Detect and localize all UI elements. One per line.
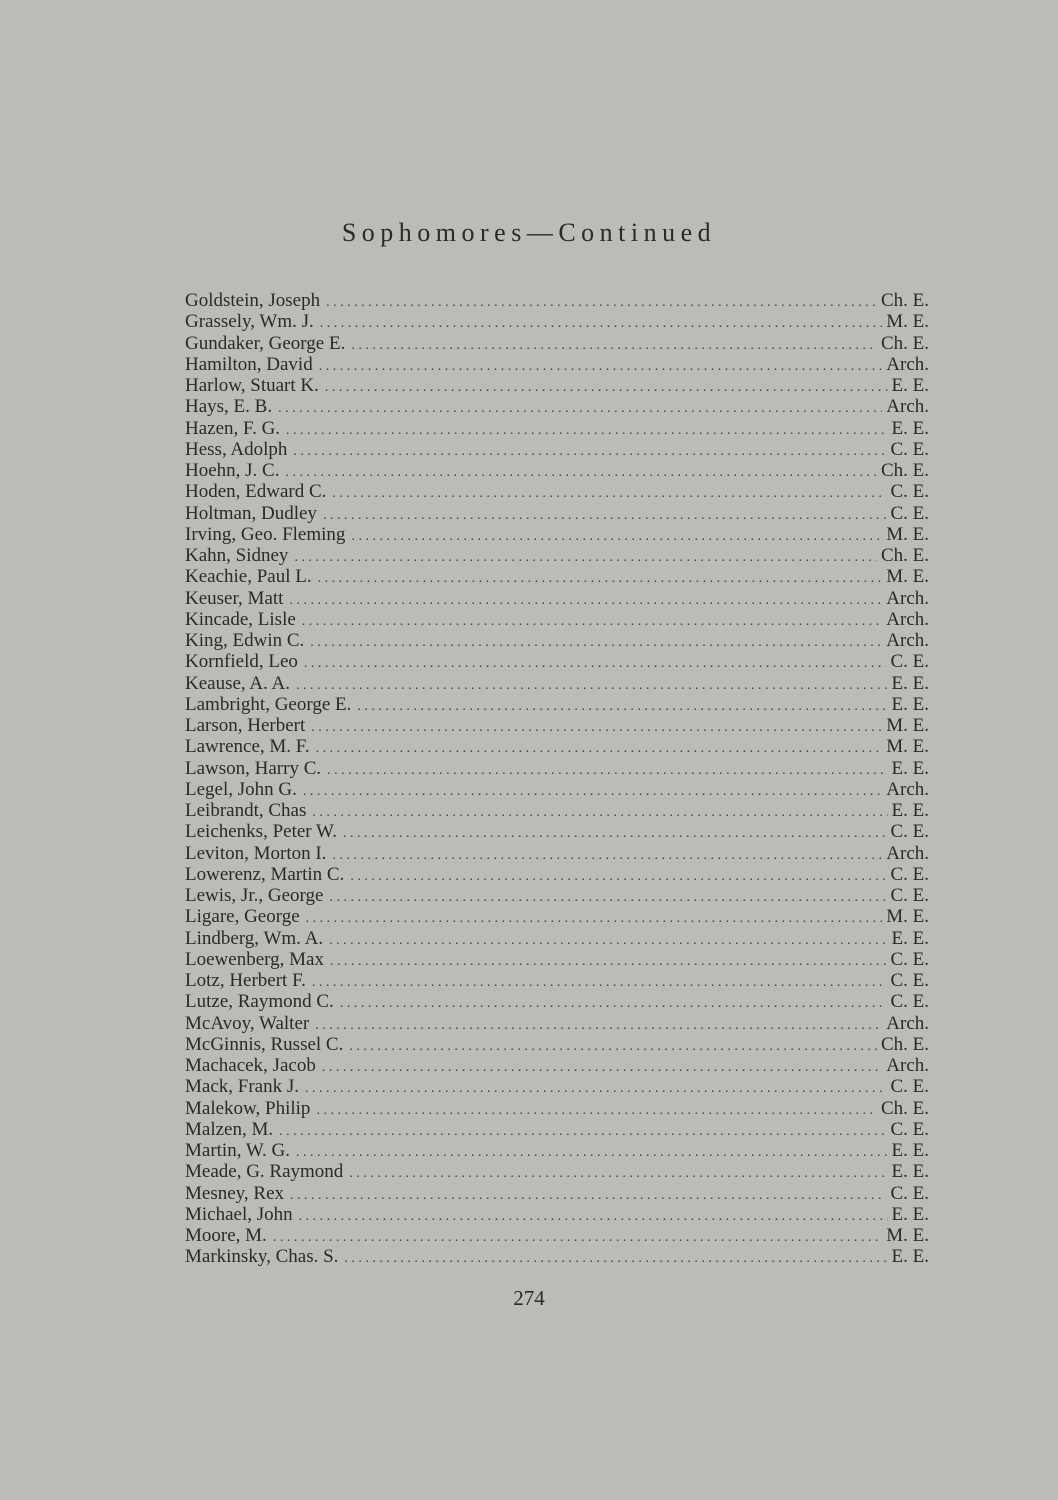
dot-leader: [302, 611, 882, 630]
student-department: C. E.: [890, 970, 929, 991]
student-department: Arch.: [886, 778, 929, 800]
student-department: C. E.: [890, 821, 929, 843]
student-name: Michael, John: [185, 1203, 293, 1225]
dot-leader: [316, 1100, 877, 1119]
dot-leader: [318, 568, 883, 587]
list-item: [185, 885, 929, 906]
dot-leader: [290, 1185, 886, 1204]
dot-leader: [319, 356, 883, 375]
student-name: Kincade, Lisle: [185, 608, 296, 630]
page-number: 274: [513, 1286, 545, 1310]
dot-leader: [293, 441, 886, 460]
student-name: Lindberg, Wm. A.: [185, 927, 324, 949]
list-item: [185, 460, 929, 481]
dot-leader: [310, 632, 882, 651]
student-name: Harlow, Stuart K.: [185, 375, 319, 396]
student-department: Ch. E.: [880, 545, 929, 566]
list-item: [185, 1161, 929, 1182]
dot-leader: [320, 313, 882, 332]
dot-leader: [323, 505, 887, 524]
list-item: [185, 439, 929, 460]
dot-leader: [332, 483, 886, 502]
list-item: [185, 1098, 929, 1119]
student-name: Lawrence, M. F.: [185, 736, 310, 758]
student-name: Lowerenz, Martin C.: [185, 863, 345, 885]
list-item: [185, 375, 929, 396]
list-item: [185, 928, 929, 949]
student-name: Hoden, Edward C.: [185, 481, 327, 503]
student-name: Grassely, Wm. J.: [185, 311, 314, 333]
student-name: Kahn, Sidney: [185, 545, 289, 566]
list-item: [185, 418, 929, 439]
student-name: Moore, M.: [185, 1225, 267, 1246]
student-name: McAvoy, Walter: [185, 1012, 310, 1034]
dot-leader: [311, 717, 882, 736]
dot-leader: [286, 420, 887, 439]
list-item: [185, 566, 929, 587]
list-item: [185, 311, 929, 332]
list-item: [185, 333, 929, 354]
list-item: [185, 588, 929, 609]
student-name: Martin, W. G.: [185, 1140, 291, 1161]
list-item: [185, 290, 929, 311]
dot-leader: [316, 738, 883, 757]
dot-leader: [296, 675, 888, 694]
list-item: [185, 1119, 929, 1140]
dot-leader: [299, 1206, 888, 1225]
student-department: E. E.: [891, 417, 929, 439]
student-department: C. E.: [890, 502, 929, 524]
list-item: [185, 1140, 929, 1161]
student-department: C. E.: [890, 481, 929, 503]
student-department: Ch. E.: [880, 1097, 929, 1119]
student-department: C. E.: [890, 1118, 929, 1140]
student-department: Ch. E.: [880, 290, 929, 311]
student-department: C. E.: [890, 991, 929, 1013]
student-department: Arch.: [886, 1055, 929, 1076]
student-name: Ligare, George: [185, 906, 300, 928]
student-name: Kornfield, Leo: [185, 651, 298, 673]
student-name: Loewenberg, Max: [185, 948, 324, 970]
dot-leader: [305, 1078, 886, 1097]
list-item: [185, 821, 929, 842]
dot-leader: [332, 845, 882, 864]
student-department: C. E.: [890, 863, 929, 885]
dot-leader: [303, 781, 882, 800]
student-name: Leichenks, Peter W.: [185, 821, 337, 843]
dot-leader: [357, 696, 887, 715]
student-department: Arch.: [886, 1012, 929, 1034]
student-department: E. E.: [891, 757, 929, 779]
dot-leader: [312, 802, 887, 821]
page-title: Sophomores—Continued: [341, 218, 717, 247]
dot-leader: [329, 887, 886, 906]
list-item: [185, 694, 929, 715]
student-department: Arch.: [886, 396, 929, 418]
student-name: Larson, Herbert: [185, 715, 306, 736]
student-department: E. E.: [891, 1246, 929, 1268]
student-department: Ch. E.: [880, 460, 929, 481]
student-department: Arch.: [886, 842, 929, 864]
student-department: C. E.: [890, 1076, 929, 1098]
student-name: Machacek, Jacob: [185, 1055, 316, 1076]
student-name: Leviton, Morton I.: [185, 842, 327, 864]
dot-leader: [350, 866, 886, 885]
dot-leader: [349, 1036, 877, 1055]
student-name: Lambright, George E.: [185, 693, 352, 715]
student-name: Hess, Adolph: [185, 438, 288, 460]
list-item: [185, 949, 929, 970]
dot-leader: [343, 823, 887, 842]
list-item: [185, 1013, 929, 1034]
list-item: [185, 396, 929, 417]
dot-leader: [315, 1015, 882, 1034]
list-item: [185, 354, 929, 375]
dot-leader: [351, 526, 882, 545]
list-item: [185, 758, 929, 779]
list-item: [185, 1055, 929, 1076]
student-department: Arch.: [886, 630, 929, 651]
list-item: [185, 800, 929, 821]
student-department: Arch.: [886, 587, 929, 609]
student-department: Arch.: [886, 608, 929, 630]
student-name: Mack, Frank J.: [185, 1076, 299, 1098]
student-department: C. E.: [890, 1182, 929, 1204]
list-item: [185, 715, 929, 736]
student-department: M. E.: [886, 523, 929, 545]
list-item: [185, 481, 929, 502]
student-name: Meade, G. Raymond: [185, 1161, 344, 1183]
student-department: Arch.: [886, 353, 929, 375]
student-name: Keuser, Matt: [185, 587, 284, 609]
student-department: M. E.: [886, 1225, 929, 1246]
student-name: Markinsky, Chas. S.: [185, 1246, 339, 1268]
student-list: [185, 290, 929, 1268]
student-name: Goldstein, Joseph: [185, 290, 321, 311]
dot-leader: [326, 292, 877, 311]
student-name: Lewis, Jr., George: [185, 885, 324, 906]
list-item: [185, 970, 929, 991]
dot-leader: [294, 547, 877, 566]
list-item: [185, 906, 929, 927]
student-name: Gundaker, George E.: [185, 332, 346, 354]
student-name: Hazen, F. G.: [185, 417, 281, 439]
list-item: [185, 545, 929, 566]
list-item: [185, 843, 929, 864]
dot-leader: [278, 398, 882, 417]
student-name: Keachie, Paul L.: [185, 566, 312, 588]
student-department: E. E.: [891, 1203, 929, 1225]
dot-leader: [289, 590, 882, 609]
dot-leader: [327, 760, 887, 779]
list-item: [185, 651, 929, 672]
dot-leader: [285, 462, 876, 481]
student-department: E. E.: [891, 1140, 929, 1161]
student-name: Keause, A. A.: [185, 672, 291, 694]
dot-leader: [296, 1142, 888, 1161]
student-department: E. E.: [891, 375, 929, 396]
dot-leader: [329, 930, 887, 949]
dot-leader: [279, 1121, 886, 1140]
dot-leader: [344, 1248, 887, 1267]
student-name: King, Edwin C.: [185, 630, 305, 651]
student-department: Ch. E.: [880, 332, 929, 354]
dot-leader: [273, 1227, 882, 1246]
student-department: E. E.: [891, 800, 929, 821]
student-department: M. E.: [886, 906, 929, 928]
student-name: Leibrandt, Chas: [185, 800, 307, 821]
list-item: [185, 673, 929, 694]
student-name: Irving, Geo. Fleming: [185, 523, 346, 545]
student-department: C. E.: [890, 438, 929, 460]
dot-leader: [349, 1163, 887, 1182]
dot-leader: [351, 335, 877, 354]
list-item: [185, 1183, 929, 1204]
student-name: Hays, E. B.: [185, 396, 273, 418]
list-item: [185, 609, 929, 630]
student-name: Lutze, Raymond C.: [185, 991, 334, 1013]
dot-leader: [330, 951, 887, 970]
student-department: M. E.: [886, 736, 929, 758]
student-name: Legel, John G.: [185, 778, 297, 800]
student-name: Holtman, Dudley: [185, 502, 317, 524]
student-department: C. E.: [890, 885, 929, 906]
student-department: C. E.: [890, 651, 929, 673]
student-department: C. E.: [890, 948, 929, 970]
list-item: [185, 1246, 929, 1267]
list-item: [185, 524, 929, 545]
list-item: [185, 864, 929, 885]
list-item: [185, 1076, 929, 1097]
list-item: [185, 630, 929, 651]
student-department: E. E.: [891, 927, 929, 949]
student-department: Ch. E.: [880, 1033, 929, 1055]
dot-leader: [304, 653, 887, 672]
student-department: M. E.: [886, 311, 929, 333]
list-item: [185, 1204, 929, 1225]
student-name: Hoehn, J. C.: [185, 460, 280, 481]
dot-leader: [322, 1057, 882, 1076]
student-department: E. E.: [891, 693, 929, 715]
student-department: E. E.: [891, 672, 929, 694]
student-department: M. E.: [886, 715, 929, 736]
student-name: Malekow, Philip: [185, 1097, 311, 1119]
dot-leader: [312, 972, 887, 991]
student-name: Hamilton, David: [185, 353, 313, 375]
dot-leader: [340, 993, 887, 1012]
list-item: [185, 991, 929, 1012]
dot-leader: [325, 377, 888, 396]
list-item: [185, 1034, 929, 1055]
dot-leader: [306, 908, 883, 927]
student-department: E. E.: [891, 1161, 929, 1183]
student-name: Malzen, M.: [185, 1118, 274, 1140]
list-item: [185, 1225, 929, 1246]
list-item: [185, 779, 929, 800]
list-item: [185, 503, 929, 524]
student-name: Lotz, Herbert F.: [185, 970, 306, 991]
student-department: M. E.: [886, 566, 929, 588]
list-item: [185, 736, 929, 757]
student-name: Lawson, Harry C.: [185, 757, 322, 779]
student-name: McGinnis, Russel C.: [185, 1033, 344, 1055]
student-name: Mesney, Rex: [185, 1182, 285, 1204]
